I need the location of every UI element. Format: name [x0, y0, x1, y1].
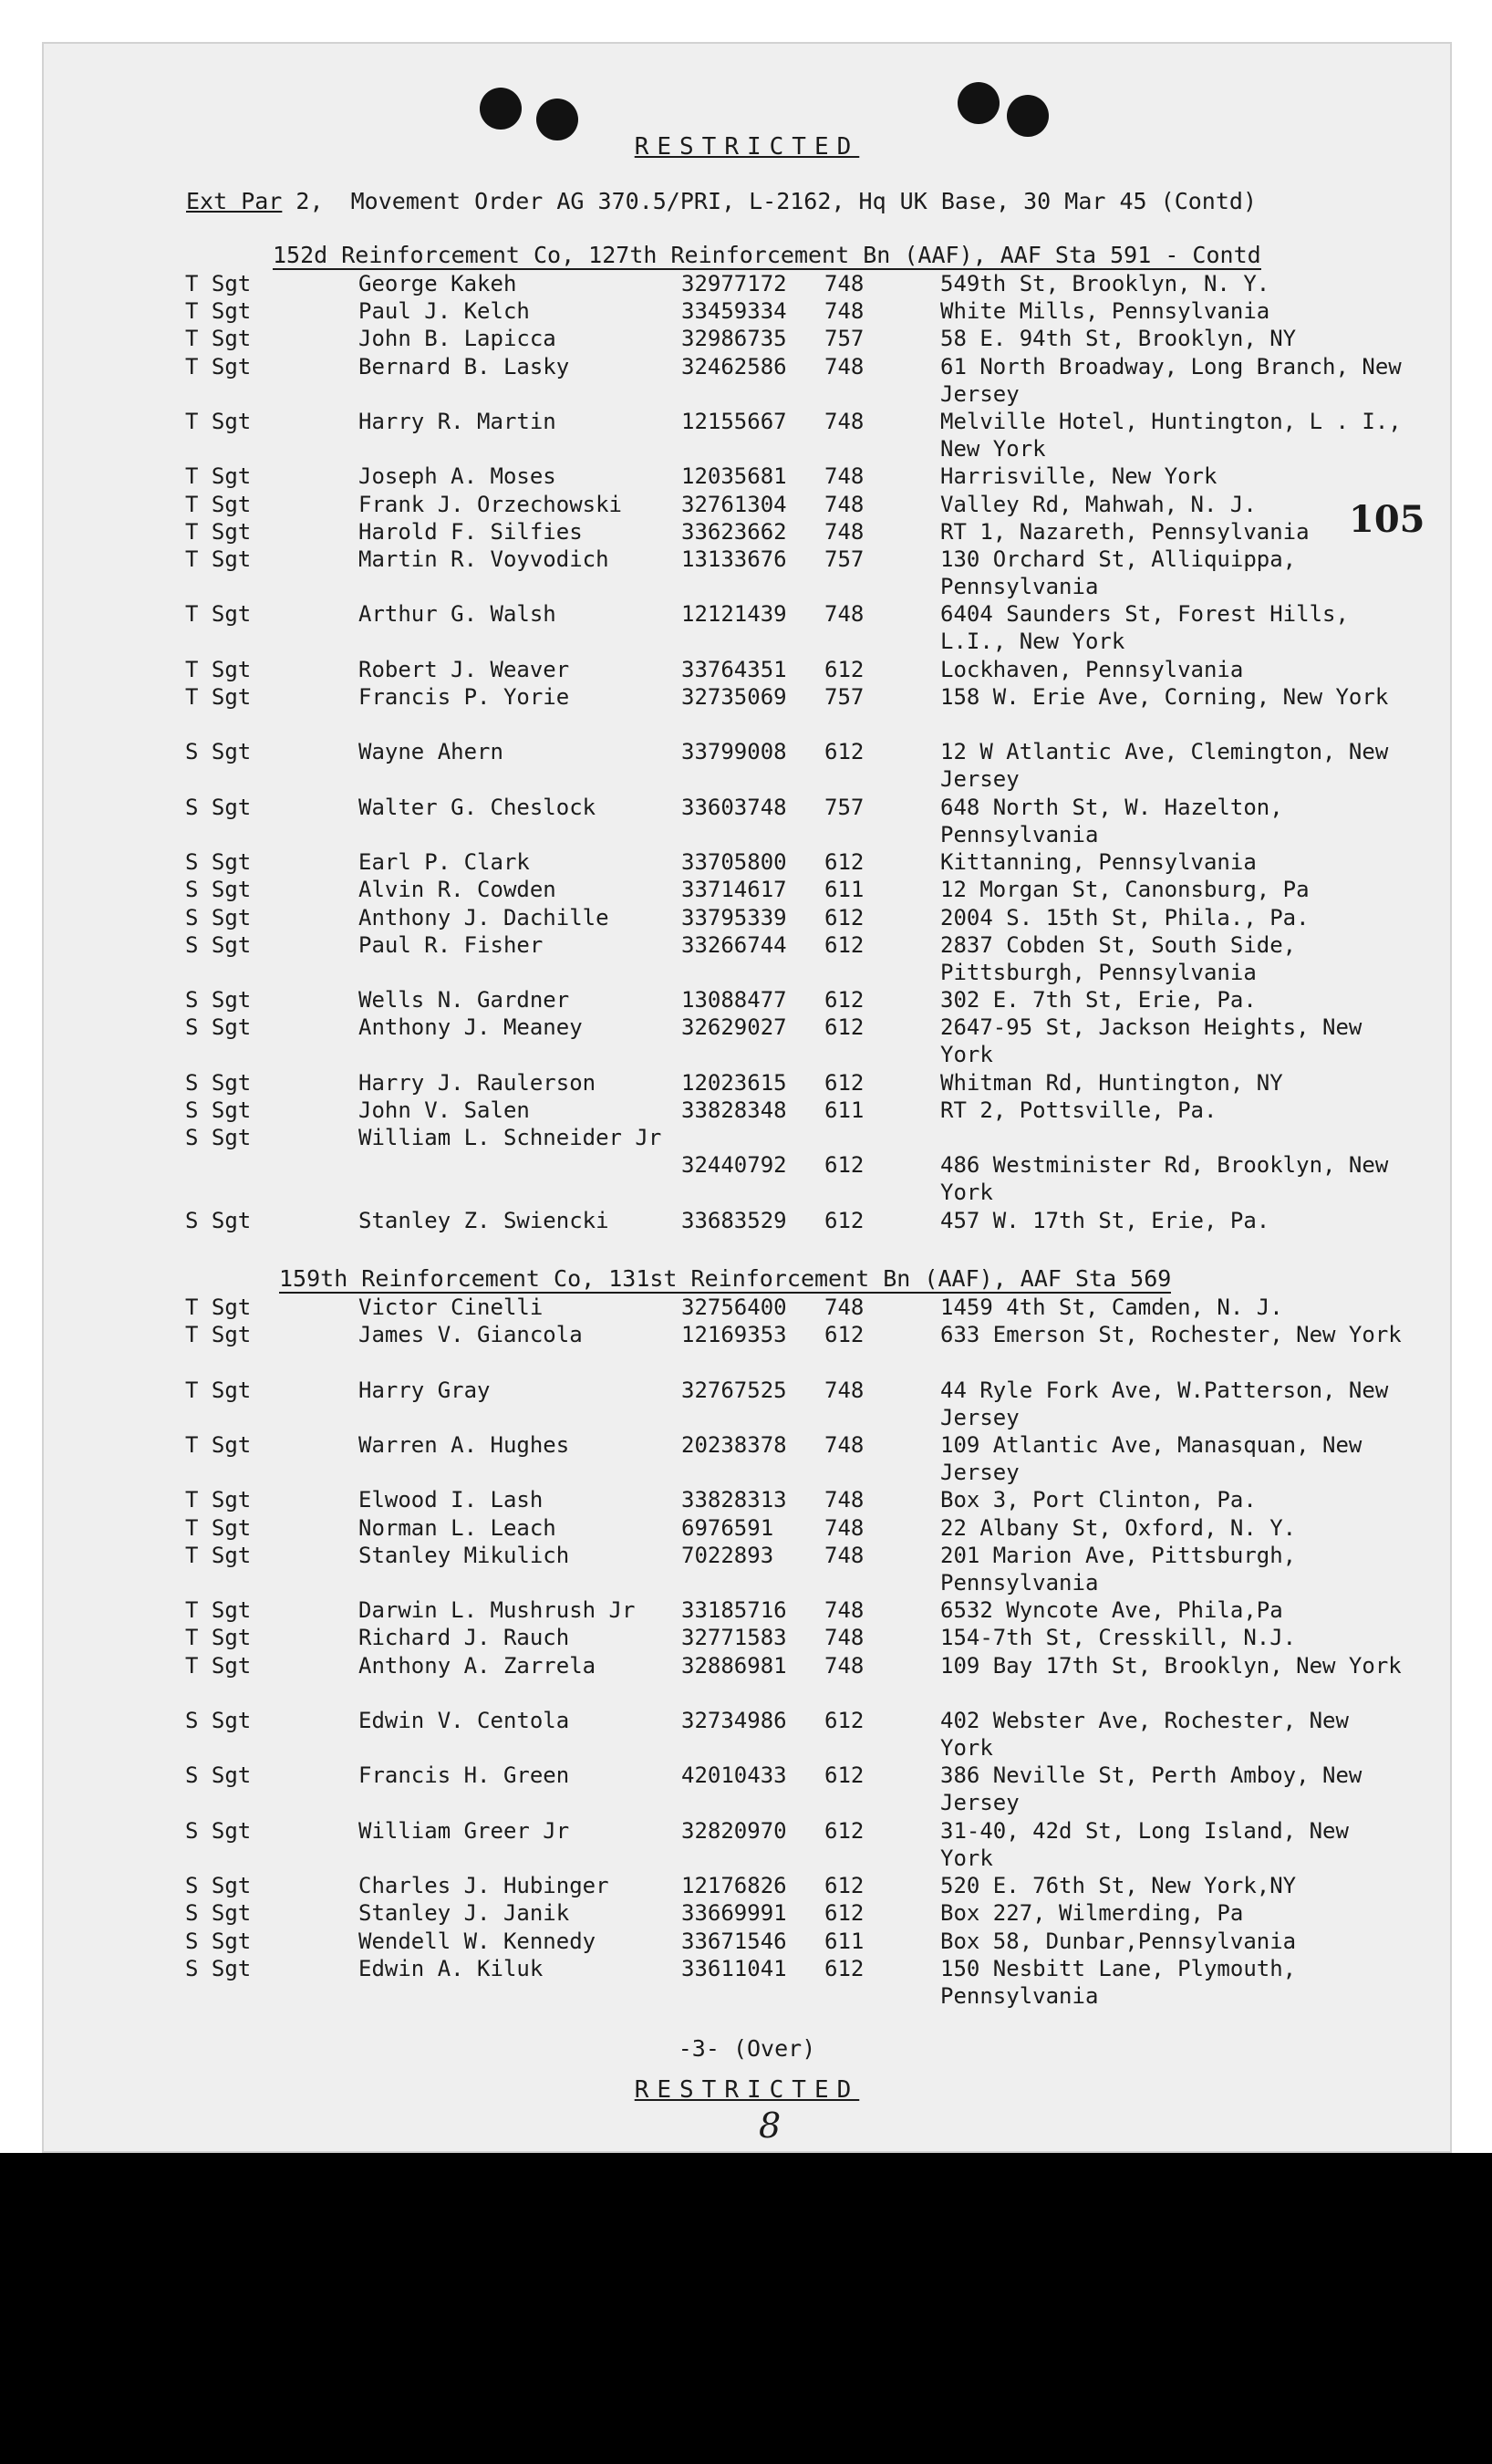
mos-cell: 612	[824, 1322, 865, 1348]
rank-cell: T Sgt	[185, 518, 252, 545]
rank-cell: T Sgt	[185, 546, 252, 572]
serial-cell: 12121439	[681, 601, 787, 628]
rank-cell: S Sgt	[185, 877, 252, 903]
mos-cell: 612	[824, 1817, 865, 1844]
mos-cell: 612	[824, 904, 865, 930]
serial-cell: 12176826	[681, 1873, 787, 1899]
address-cell: 520 E. 76th St, New York,NY	[940, 1873, 1297, 1899]
address-cell: 109 Bay 17th St, Brooklyn, New York	[940, 1652, 1402, 1679]
serial-cell: 32761304	[681, 491, 787, 517]
rank-cell: S Sgt	[185, 1097, 252, 1123]
name-cell: Stanley Mikulich	[358, 1542, 570, 1568]
mos-cell: 757	[824, 546, 865, 572]
serial-cell: 13088477	[681, 987, 787, 1014]
rank-cell: S Sgt	[185, 739, 252, 765]
rank-cell: S Sgt	[185, 1900, 252, 1927]
rank-cell: S Sgt	[185, 987, 252, 1014]
mos-cell: 612	[824, 739, 865, 765]
address-cell: Box 3, Port Clinton, Pa.	[940, 1487, 1257, 1513]
name-cell: Richard J. Rauch	[358, 1625, 570, 1651]
mos-cell: 748	[824, 353, 865, 379]
serial-cell: 33828348	[681, 1097, 787, 1123]
mos-cell: 612	[824, 1014, 865, 1041]
address-cell: 109 Atlantic Ave, Manasquan, New Jersey	[940, 1432, 1362, 1485]
address-cell: 12 Morgan St, Canonsburg, Pa	[940, 877, 1310, 903]
order-line: 2, Movement Order AG 370.5/PRI, L-2162, Hq UK Base, 30 Mar 45 (Contd)	[282, 188, 1257, 214]
name-cell: Earl P. Clark	[358, 849, 530, 876]
name-cell: Stanley Z. Swiencki	[358, 1207, 609, 1233]
rank-cell: S Sgt	[185, 931, 252, 958]
rank-cell: S Sgt	[185, 1817, 252, 1844]
mos-cell: 748	[824, 601, 865, 628]
rank-cell: T Sgt	[185, 1322, 252, 1348]
address-cell: 44 Ryle Fork Ave, W.Patterson, New Jersey	[940, 1377, 1389, 1430]
address-cell: RT 2, Pottsville, Pa.	[940, 1097, 1217, 1123]
rank-cell: S Sgt	[185, 1873, 252, 1899]
mos-cell: 612	[824, 1207, 865, 1233]
serial-cell: 12035681	[681, 463, 787, 490]
name-cell: Alvin R. Cowden	[358, 877, 556, 903]
name-cell: Harry R. Martin	[358, 409, 556, 434]
mos-cell: 748	[824, 409, 865, 434]
serial-cell: 33459334	[681, 298, 787, 325]
document-page	[42, 42, 1452, 2153]
address-cell: 150 Nesbitt Lane, Plymouth, Pennsylvania	[940, 1955, 1297, 2009]
address-cell: 158 W. Erie Ave, Corning, New York	[940, 684, 1389, 710]
mos-cell: 748	[824, 1487, 865, 1513]
address-cell: 58 E. 94th St, Brooklyn, NY	[940, 326, 1297, 352]
name-cell: Joseph A. Moses	[358, 463, 556, 490]
address-cell: 6404 Saunders St, Forest Hills, L.I., New York	[940, 601, 1349, 655]
name-cell: Anthony A. Zarrela	[358, 1652, 596, 1679]
address-cell: Kittanning, Pennsylvania	[940, 849, 1257, 876]
address-cell: 2647-95 St, Jackson Heights, New York	[940, 1014, 1362, 1068]
serial-cell: 33683529	[681, 1207, 787, 1233]
name-cell: Paul J. Kelch	[358, 298, 530, 325]
name-cell: Stanley J. Janik	[358, 1900, 570, 1927]
serial-cell: 32820970	[681, 1817, 787, 1844]
name-cell: Charles J. Hubinger	[358, 1873, 609, 1899]
address-cell: 633 Emerson St, Rochester, New York	[940, 1322, 1402, 1348]
mos-cell: 748	[824, 298, 865, 325]
serial-cell: 7022893	[681, 1542, 774, 1568]
address-cell: 648 North St, W. Hazelton, Pennsylvania	[940, 794, 1283, 847]
name-cell: Harold F. Silfies	[358, 518, 583, 545]
name-cell: Harry J. Raulerson	[358, 1069, 596, 1096]
serial-cell: 13133676	[681, 546, 787, 572]
serial-cell: 42010433	[681, 1762, 787, 1789]
address-cell: 2837 Cobden St, South Side, Pittsburgh, Pennsylvania	[940, 931, 1297, 985]
rank-cell: S Sgt	[185, 1069, 252, 1096]
rank-cell: S Sgt	[185, 1762, 252, 1789]
rank-cell: T Sgt	[185, 409, 252, 434]
section-heading: 152d Reinforcement Co, 127th Reinforcement Bn (AAF), AAF Sta 591 - Contd	[273, 242, 1261, 268]
serial-cell: 33623662	[681, 518, 787, 545]
name-cell: Frank J. Orzechowski	[358, 491, 622, 517]
rank-cell: T Sgt	[185, 463, 252, 490]
name-cell: Robert J. Weaver	[358, 656, 570, 682]
rank-cell: S Sgt	[185, 1207, 252, 1233]
name-cell: Harry Gray	[358, 1377, 491, 1403]
rank-cell: T Sgt	[185, 491, 252, 517]
name-cell: William L. Schneider Jr	[358, 1125, 662, 1151]
name-cell: George Kakeh	[358, 271, 517, 296]
serial-cell: 33185716	[681, 1597, 787, 1624]
serial-cell: 32440792	[681, 1152, 787, 1179]
mos-cell: 612	[824, 1069, 865, 1096]
mos-cell: 612	[824, 1762, 865, 1789]
mos-cell: 748	[824, 271, 865, 296]
mos-cell: 612	[824, 931, 865, 958]
rank-cell: T Sgt	[185, 326, 252, 352]
address-cell: Melville Hotel, Huntington, L . I., New York	[940, 409, 1402, 462]
name-cell: Walter G. Cheslock	[358, 794, 596, 820]
name-cell: Francis P. Yorie	[358, 684, 570, 710]
rank-cell: T Sgt	[185, 684, 252, 710]
rank-cell: S Sgt	[185, 1014, 252, 1041]
address-cell: RT 1, Nazareth, Pennsylvania	[940, 518, 1310, 545]
name-cell: Victor Cinelli	[358, 1294, 544, 1320]
serial-cell: 33799008	[681, 739, 787, 765]
name-cell: Arthur G. Walsh	[358, 601, 556, 628]
rank-cell: T Sgt	[185, 353, 252, 379]
address-cell: 22 Albany St, Oxford, N. Y.	[940, 1514, 1297, 1541]
serial-cell: 32771583	[681, 1625, 787, 1651]
address-cell: Harrisville, New York	[940, 463, 1217, 490]
rank-cell: T Sgt	[185, 1542, 252, 1568]
serial-cell: 12155667	[681, 409, 787, 434]
name-cell: Wendell W. Kennedy	[358, 1928, 596, 1954]
serial-cell: 33669991	[681, 1900, 787, 1927]
name-cell: Edwin A. Kiluk	[358, 1955, 544, 1981]
serial-cell: 33266744	[681, 931, 787, 958]
rank-cell: T Sgt	[185, 656, 252, 682]
classification-header: RESTRICTED	[634, 133, 860, 161]
address-cell: 12 W Atlantic Ave, Clemington, New Jersey	[940, 739, 1389, 793]
name-cell: Edwin V. Centola	[358, 1708, 570, 1733]
serial-cell: 33705800	[681, 849, 787, 876]
address-cell: Box 58, Dunbar,Pennsylvania	[940, 1928, 1297, 1954]
rank-cell: T Sgt	[185, 271, 252, 296]
rank-cell: T Sgt	[185, 1432, 252, 1458]
mos-cell: 748	[824, 518, 865, 545]
address-cell: 1459 4th St, Camden, N. J.	[940, 1294, 1283, 1320]
name-cell: Anthony J. Meaney	[358, 1014, 583, 1041]
name-cell: John B. Lapicca	[358, 326, 556, 352]
serial-cell: 33671546	[681, 1928, 787, 1954]
serial-cell: 33828313	[681, 1487, 787, 1513]
mos-cell: 611	[824, 877, 865, 903]
mos-cell: 748	[824, 1377, 865, 1403]
rank-cell: S Sgt	[185, 1708, 252, 1733]
address-cell: 302 E. 7th St, Erie, Pa.	[940, 987, 1257, 1014]
address-cell: Whitman Rd, Huntington, NY	[940, 1069, 1283, 1096]
mos-cell: 757	[824, 326, 865, 352]
rank-cell: T Sgt	[185, 1597, 252, 1624]
serial-cell: 12169353	[681, 1322, 787, 1348]
rank-cell: T Sgt	[185, 601, 252, 628]
mos-cell: 748	[824, 1514, 865, 1541]
name-cell: Anthony J. Dachille	[358, 904, 609, 930]
mos-cell: 748	[824, 1294, 865, 1320]
serial-cell: 32977172	[681, 271, 787, 296]
address-cell: 61 North Broadway, Long Branch, New Jersey	[940, 353, 1402, 407]
rank-cell: T Sgt	[185, 1625, 252, 1651]
mos-cell: 612	[824, 987, 865, 1014]
classification-footer: RESTRICTED	[634, 2076, 860, 2104]
serial-cell: 33764351	[681, 656, 787, 682]
punch-hole	[958, 82, 1000, 124]
rank-cell: T Sgt	[185, 1377, 252, 1403]
mos-cell: 748	[824, 463, 865, 490]
address-cell: 6532 Wyncote Ave, Phila,Pa	[940, 1597, 1283, 1624]
section-heading: 159th Reinforcement Co, 131st Reinforcement Bn (AAF), AAF Sta 569	[279, 1265, 1172, 1292]
name-cell: Wayne Ahern	[358, 739, 503, 765]
punch-hole	[480, 88, 522, 130]
name-cell: Darwin L. Mushrush Jr	[358, 1597, 636, 1624]
serial-cell: 32629027	[681, 1014, 787, 1041]
order-reference	[186, 188, 1257, 214]
name-cell: William Greer Jr	[358, 1817, 570, 1844]
name-cell: Paul R. Fisher	[358, 931, 544, 958]
mos-cell: 612	[824, 1708, 865, 1733]
name-cell: Francis H. Green	[358, 1762, 570, 1789]
address-cell: White Mills, Pennsylvania	[940, 298, 1270, 325]
address-cell: Box 227, Wilmerding, Pa	[940, 1900, 1244, 1927]
serial-cell: 32734986	[681, 1708, 787, 1733]
rank-cell: T Sgt	[185, 1487, 252, 1513]
address-cell: 486 Westminister Rd, Brooklyn, New York	[940, 1152, 1389, 1206]
mos-cell: 748	[824, 1542, 865, 1568]
serial-cell: 33714617	[681, 877, 787, 903]
address-cell: 154-7th St, Cresskill, N.J.	[940, 1625, 1297, 1651]
mos-cell: 611	[824, 1928, 865, 1954]
mos-cell: 757	[824, 684, 865, 710]
page-number: -3- (Over)	[678, 2035, 816, 2062]
address-cell: 402 Webster Ave, Rochester, New York	[940, 1708, 1349, 1761]
rank-cell: S Sgt	[185, 1928, 252, 1954]
serial-cell: 32886981	[681, 1652, 787, 1679]
address-cell: 549th St, Brooklyn, N. Y.	[940, 271, 1270, 296]
handwritten-mark: 8	[759, 2105, 782, 2146]
mos-cell: 612	[824, 1900, 865, 1927]
mos-cell: 748	[824, 1652, 865, 1679]
mos-cell: 748	[824, 1432, 865, 1458]
rank-cell: S Sgt	[185, 794, 252, 820]
name-cell: Norman L. Leach	[358, 1514, 556, 1541]
rank-cell: T Sgt	[185, 1294, 252, 1320]
serial-cell: 32735069	[681, 684, 787, 710]
serial-cell: 32756400	[681, 1294, 787, 1320]
scan-background	[0, 2153, 1492, 2464]
name-cell: Martin R. Voyvodich	[358, 546, 609, 572]
serial-cell: 32462586	[681, 353, 787, 379]
serial-cell: 6976591	[681, 1514, 774, 1541]
address-cell: 130 Orchard St, Alliquippa, Pennsylvania	[940, 546, 1297, 599]
mos-cell: 612	[824, 1873, 865, 1899]
name-cell: Wells N. Gardner	[358, 987, 570, 1014]
margin-page-number: 105	[1349, 498, 1425, 541]
address-cell: 457 W. 17th St, Erie, Pa.	[940, 1207, 1270, 1233]
mos-cell: 748	[824, 1597, 865, 1624]
rank-cell: S Sgt	[185, 1125, 252, 1151]
rank-cell: T Sgt	[185, 1514, 252, 1541]
address-cell: Valley Rd, Mahwah, N. J.	[940, 491, 1257, 517]
address-cell: 31-40, 42d St, Long Island, New York	[940, 1817, 1349, 1871]
name-cell: James V. Giancola	[358, 1322, 583, 1348]
mos-cell: 757	[824, 794, 865, 820]
address-cell: 2004 S. 15th St, Phila., Pa.	[940, 904, 1310, 930]
mos-cell: 612	[824, 849, 865, 876]
rank-cell: T Sgt	[185, 1652, 252, 1679]
rank-cell: S Sgt	[185, 904, 252, 930]
mos-cell: 612	[824, 1152, 865, 1179]
rank-cell: T Sgt	[185, 298, 252, 325]
name-cell: Bernard B. Lasky	[358, 353, 570, 379]
serial-cell: 32986735	[681, 326, 787, 352]
mos-cell: 611	[824, 1097, 865, 1123]
mos-cell: 612	[824, 656, 865, 682]
ext-par-label: Ext Par	[186, 188, 283, 214]
name-cell: Elwood I. Lash	[358, 1487, 544, 1513]
mos-cell: 748	[824, 491, 865, 517]
mos-cell: 612	[824, 1955, 865, 1981]
mos-cell: 748	[824, 1625, 865, 1651]
rank-cell: S Sgt	[185, 849, 252, 876]
address-cell: 201 Marion Ave, Pittsburgh, Pennsylvania	[940, 1542, 1297, 1596]
serial-cell: 33795339	[681, 904, 787, 930]
name-cell: Warren A. Hughes	[358, 1432, 570, 1458]
serial-cell: 20238378	[681, 1432, 787, 1458]
address-cell: 386 Neville St, Perth Amboy, New Jersey	[940, 1762, 1362, 1816]
name-cell: John V. Salen	[358, 1097, 530, 1123]
address-cell: Lockhaven, Pennsylvania	[940, 656, 1244, 682]
punch-hole	[1007, 95, 1049, 137]
serial-cell: 33611041	[681, 1955, 787, 1981]
serial-cell: 33603748	[681, 794, 787, 820]
serial-cell: 12023615	[681, 1069, 787, 1096]
rank-cell: S Sgt	[185, 1955, 252, 1981]
serial-cell: 32767525	[681, 1377, 787, 1403]
